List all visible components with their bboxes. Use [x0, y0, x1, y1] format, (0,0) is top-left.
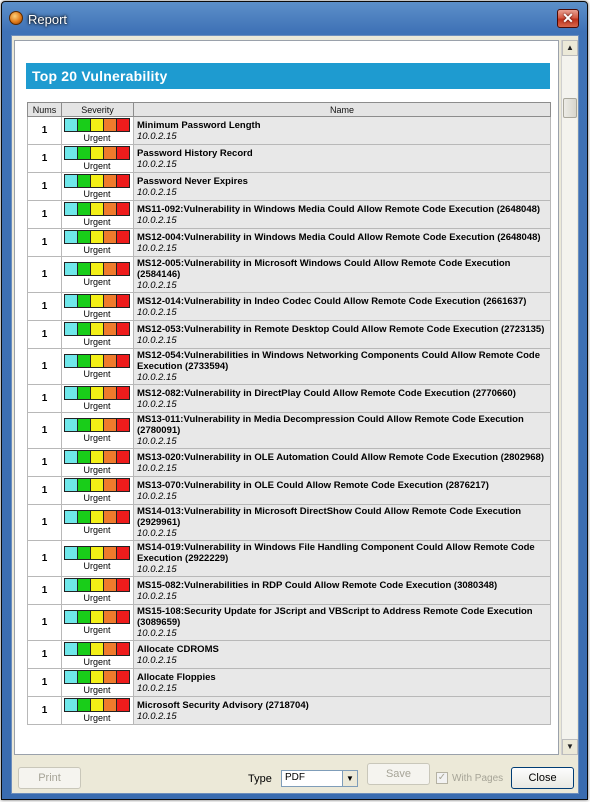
severity-color-scale — [64, 174, 130, 188]
severity-level-swatch — [117, 203, 129, 215]
severity-color-scale — [64, 294, 130, 308]
severity-level-swatch — [65, 263, 78, 275]
table-row — [28, 477, 551, 505]
severity-level-swatch — [78, 203, 91, 215]
severity-level-swatch — [91, 511, 104, 523]
host-address: 10.0.2.15 — [137, 490, 177, 502]
report-viewer[interactable] — [14, 40, 559, 755]
severity-level-swatch — [104, 175, 117, 187]
row-nums: 1 — [28, 229, 62, 257]
host-address: 10.0.2.15 — [137, 682, 177, 694]
table-row — [28, 321, 551, 349]
severity-color-scale — [64, 698, 130, 712]
host-address: 10.0.2.15 — [137, 186, 177, 198]
row-severity — [62, 201, 134, 229]
report-window — [1, 1, 588, 800]
severity-level-swatch — [91, 579, 104, 591]
severity-level-swatch — [91, 231, 104, 243]
severity-level-swatch — [117, 231, 129, 243]
row-nums: 1 — [28, 321, 62, 349]
row-name — [134, 117, 551, 145]
severity-level-swatch — [104, 511, 117, 523]
severity-level-swatch — [78, 175, 91, 187]
row-nums: 1 — [28, 505, 62, 541]
footer-toolbar — [12, 760, 578, 793]
severity-label: Urgent — [83, 277, 111, 287]
row-nums: 1 — [28, 173, 62, 201]
vulnerability-title: Allocate CDROMS — [137, 643, 219, 655]
severity-level-swatch — [91, 643, 104, 655]
row-name — [134, 449, 551, 477]
row-nums: 1 — [28, 541, 62, 577]
row-severity — [62, 477, 134, 505]
window-client-area — [11, 35, 579, 794]
row-nums: 1 — [28, 201, 62, 229]
host-address: 10.0.2.15 — [137, 214, 177, 226]
severity-level-swatch — [104, 295, 117, 307]
severity-level-swatch — [104, 419, 117, 431]
host-address: 10.0.2.15 — [137, 528, 177, 539]
row-severity — [62, 257, 134, 293]
host-address: 10.0.2.15 — [137, 306, 177, 318]
vulnerability-title: MS12-054:Vulnerabilities in Windows Networking Components Could Allow Remote Code Execution (2733594) — [137, 350, 540, 372]
row-severity — [62, 505, 134, 541]
vulnerability-title: MS11-092:Vulnerability in Windows Media Could Allow Remote Code Execution (2648048) — [137, 203, 541, 215]
with-pages-label: With Pages — [452, 773, 504, 784]
severity-level-swatch — [104, 231, 117, 243]
severity-level-swatch — [91, 611, 104, 623]
vulnerability-title: Minimum Password Length — [137, 119, 261, 131]
severity-level-swatch — [117, 387, 129, 399]
severity-level-swatch — [117, 479, 129, 491]
table-row — [28, 577, 551, 605]
host-address: 10.0.2.15 — [137, 628, 177, 639]
row-nums: 1 — [28, 413, 62, 449]
row-nums: 1 — [28, 385, 62, 413]
severity-level-swatch — [117, 119, 129, 131]
row-name — [134, 477, 551, 505]
table-row — [28, 201, 551, 229]
severity-color-scale — [64, 118, 130, 132]
severity-label: Urgent — [83, 713, 111, 723]
severity-label: Urgent — [83, 657, 111, 667]
severity-level-swatch — [104, 699, 117, 711]
vulnerability-title: MS12-053:Vulnerability in Remote Desktop Could Allow Remote Code Execution (2723135) — [137, 323, 545, 335]
host-address: 10.0.2.15 — [137, 280, 177, 291]
severity-label: Urgent — [83, 217, 111, 227]
severity-level-swatch — [104, 263, 117, 275]
host-address: 10.0.2.15 — [137, 334, 177, 346]
severity-level-swatch — [78, 323, 91, 335]
table-row — [28, 145, 551, 173]
severity-level-swatch — [104, 479, 117, 491]
host-address: 10.0.2.15 — [137, 130, 177, 142]
severity-level-swatch — [78, 699, 91, 711]
severity-color-scale — [64, 478, 130, 492]
window-title: Report — [28, 12, 68, 27]
severity-level-swatch — [117, 671, 129, 683]
severity-level-swatch — [104, 147, 117, 159]
severity-level-swatch — [117, 323, 129, 335]
severity-level-swatch — [65, 671, 78, 683]
severity-level-swatch — [91, 323, 104, 335]
severity-level-swatch — [78, 231, 91, 243]
severity-level-swatch — [91, 175, 104, 187]
severity-level-swatch — [117, 699, 129, 711]
table-row — [28, 605, 551, 641]
host-address: 10.0.2.15 — [137, 398, 177, 410]
row-severity — [62, 321, 134, 349]
row-name — [134, 505, 551, 541]
row-severity — [62, 669, 134, 697]
host-address: 10.0.2.15 — [137, 242, 177, 254]
row-name — [134, 641, 551, 669]
severity-label: Urgent — [83, 133, 111, 143]
severity-level-swatch — [104, 203, 117, 215]
severity-label: Urgent — [83, 309, 111, 319]
table-row — [28, 541, 551, 577]
row-severity — [62, 117, 134, 145]
column-header-name: Name — [134, 103, 551, 117]
app-icon — [9, 11, 23, 25]
severity-level-swatch — [91, 147, 104, 159]
row-name — [134, 349, 551, 385]
vulnerability-title: MS15-082:Vulnerabilities in RDP Could Allow Remote Code Execution (3080348) — [137, 579, 498, 591]
severity-label: Urgent — [83, 369, 111, 379]
table-row — [28, 229, 551, 257]
row-severity — [62, 385, 134, 413]
severity-level-swatch — [65, 119, 78, 131]
host-address: 10.0.2.15 — [137, 564, 177, 575]
severity-color-scale — [64, 642, 130, 656]
severity-level-swatch — [117, 175, 129, 187]
table-row — [28, 173, 551, 201]
column-header-severity: Severity — [62, 103, 134, 117]
severity-label: Urgent — [83, 561, 111, 571]
severity-label: Urgent — [83, 493, 111, 503]
severity-level-swatch — [104, 547, 117, 559]
host-address: 10.0.2.15 — [137, 158, 177, 170]
row-severity — [62, 173, 134, 201]
severity-level-swatch — [78, 511, 91, 523]
severity-level-swatch — [117, 579, 129, 591]
severity-color-scale — [64, 322, 130, 336]
severity-level-swatch — [65, 699, 78, 711]
vulnerability-title: MS12-082:Vulnerability in DirectPlay Could Allow Remote Code Execution (2770660) — [137, 387, 516, 399]
row-severity — [62, 145, 134, 173]
row-nums: 1 — [28, 117, 62, 145]
table-row — [28, 449, 551, 477]
severity-level-swatch — [117, 511, 129, 523]
table-header-row — [28, 103, 551, 117]
save-button[interactable]: Save — [367, 763, 430, 785]
host-address: 10.0.2.15 — [137, 654, 177, 666]
row-severity — [62, 641, 134, 669]
severity-level-swatch — [91, 355, 104, 367]
severity-level-swatch — [117, 643, 129, 655]
severity-color-scale — [64, 354, 130, 368]
severity-level-swatch — [65, 231, 78, 243]
table-row — [28, 697, 551, 725]
row-severity — [62, 449, 134, 477]
severity-level-swatch — [91, 479, 104, 491]
row-nums: 1 — [28, 293, 62, 321]
row-name — [134, 669, 551, 697]
severity-label: Urgent — [83, 593, 111, 603]
host-address: 10.0.2.15 — [137, 590, 177, 602]
scroll-up-button[interactable]: ▲ — [562, 40, 578, 56]
severity-level-swatch — [117, 611, 129, 623]
severity-level-swatch — [78, 387, 91, 399]
severity-level-swatch — [65, 355, 78, 367]
severity-level-swatch — [65, 511, 78, 523]
severity-level-swatch — [65, 579, 78, 591]
severity-level-swatch — [65, 387, 78, 399]
severity-level-swatch — [91, 547, 104, 559]
column-header-nums: Nums — [28, 103, 62, 117]
severity-color-scale — [64, 418, 130, 432]
severity-level-swatch — [117, 295, 129, 307]
scroll-thumb[interactable] — [563, 98, 577, 118]
severity-level-swatch — [91, 419, 104, 431]
severity-color-scale — [64, 578, 130, 592]
severity-level-swatch — [65, 419, 78, 431]
severity-level-swatch — [117, 451, 129, 463]
vulnerability-title: MS12-014:Vulnerability in Indeo Codec Could Allow Remote Code Execution (2661637) — [137, 295, 527, 307]
severity-color-scale — [64, 262, 130, 276]
vulnerability-title: MS13-070:Vulnerability in OLE Could Allow Remote Code Execution (2876217) — [137, 479, 489, 491]
severity-level-swatch — [78, 263, 91, 275]
severity-level-swatch — [104, 611, 117, 623]
severity-label: Urgent — [83, 337, 111, 347]
severity-color-scale — [64, 450, 130, 464]
table-row — [28, 505, 551, 541]
severity-label: Urgent — [83, 433, 111, 443]
row-severity — [62, 605, 134, 641]
row-nums: 1 — [28, 697, 62, 725]
vertical-scrollbar[interactable] — [561, 40, 577, 755]
row-name — [134, 413, 551, 449]
row-severity — [62, 541, 134, 577]
severity-level-swatch — [104, 643, 117, 655]
row-nums: 1 — [28, 605, 62, 641]
severity-level-swatch — [104, 119, 117, 131]
severity-label: Urgent — [83, 401, 111, 411]
severity-color-scale — [64, 202, 130, 216]
severity-color-scale — [64, 230, 130, 244]
row-name — [134, 385, 551, 413]
severity-level-swatch — [117, 547, 129, 559]
vulnerability-table — [27, 102, 550, 725]
severity-level-swatch — [65, 203, 78, 215]
vulnerability-title: Password Never Expires — [137, 175, 248, 187]
severity-label: Urgent — [83, 525, 111, 535]
table-row — [28, 117, 551, 145]
row-severity — [62, 577, 134, 605]
severity-level-swatch — [78, 355, 91, 367]
row-nums: 1 — [28, 145, 62, 173]
severity-color-scale — [64, 510, 130, 524]
severity-level-swatch — [78, 295, 91, 307]
table-row — [28, 413, 551, 449]
table-row — [28, 385, 551, 413]
severity-level-swatch — [117, 263, 129, 275]
severity-level-swatch — [78, 547, 91, 559]
row-name — [134, 541, 551, 577]
close-button[interactable]: Close — [511, 767, 574, 789]
severity-level-swatch — [65, 147, 78, 159]
severity-level-swatch — [78, 119, 91, 131]
severity-color-scale — [64, 546, 130, 560]
row-name — [134, 293, 551, 321]
severity-level-swatch — [65, 643, 78, 655]
print-button[interactable]: Print — [18, 767, 81, 789]
severity-level-swatch — [78, 479, 91, 491]
severity-label: Urgent — [83, 465, 111, 475]
severity-level-swatch — [91, 203, 104, 215]
severity-color-scale — [64, 610, 130, 624]
scroll-down-button[interactable]: ▼ — [562, 739, 578, 755]
vulnerability-title: MS13-011:Vulnerability in Media Decompression Could Allow Remote Code Execution (2780091) — [137, 414, 524, 436]
row-nums: 1 — [28, 577, 62, 605]
vulnerability-title: MS13-020:Vulnerability in OLE Automation Could Allow Remote Code Execution (2802968) — [137, 451, 544, 463]
severity-level-swatch — [65, 547, 78, 559]
row-nums: 1 — [28, 257, 62, 293]
severity-level-swatch — [104, 387, 117, 399]
severity-level-swatch — [65, 451, 78, 463]
severity-level-swatch — [91, 295, 104, 307]
severity-level-swatch — [117, 355, 129, 367]
severity-level-swatch — [104, 451, 117, 463]
row-name — [134, 173, 551, 201]
severity-level-swatch — [91, 671, 104, 683]
severity-label: Urgent — [83, 625, 111, 635]
vulnerability-title: MS14-013:Vulnerability in Microsoft DirectShow Could Allow Remote Code Execution (2929961) — [137, 506, 522, 528]
severity-level-swatch — [104, 579, 117, 591]
severity-level-swatch — [78, 643, 91, 655]
severity-level-swatch — [91, 263, 104, 275]
severity-level-swatch — [104, 323, 117, 335]
severity-label: Urgent — [83, 685, 111, 695]
row-name — [134, 257, 551, 293]
vulnerability-title: Password History Record — [137, 147, 253, 159]
table-row — [28, 257, 551, 293]
severity-level-swatch — [78, 579, 91, 591]
severity-level-swatch — [117, 147, 129, 159]
severity-level-swatch — [78, 451, 91, 463]
row-name — [134, 577, 551, 605]
severity-level-swatch — [65, 295, 78, 307]
with-pages-checkbox[interactable]: ✓ — [437, 772, 447, 783]
chevron-down-icon[interactable]: ▼ — [342, 771, 357, 786]
type-select[interactable] — [281, 770, 358, 787]
severity-color-scale — [64, 146, 130, 160]
title-bar[interactable] — [2, 2, 587, 35]
severity-level-swatch — [65, 323, 78, 335]
type-label: Type — [248, 773, 272, 785]
row-severity — [62, 229, 134, 257]
severity-label: Urgent — [83, 189, 111, 199]
severity-label: Urgent — [83, 161, 111, 171]
row-nums: 1 — [28, 669, 62, 697]
severity-level-swatch — [104, 355, 117, 367]
severity-level-swatch — [65, 479, 78, 491]
severity-level-swatch — [117, 419, 129, 431]
row-name — [134, 605, 551, 641]
severity-level-swatch — [65, 175, 78, 187]
severity-color-scale — [64, 670, 130, 684]
table-row — [28, 641, 551, 669]
row-name — [134, 697, 551, 725]
host-address: 10.0.2.15 — [137, 462, 177, 474]
severity-level-swatch — [78, 147, 91, 159]
window-close-button[interactable]: ✕ — [557, 9, 579, 28]
severity-level-swatch — [104, 671, 117, 683]
host-address: 10.0.2.15 — [137, 710, 177, 722]
severity-level-swatch — [91, 119, 104, 131]
row-name — [134, 321, 551, 349]
vulnerability-title: MS12-005:Vulnerability in Microsoft Windows Could Allow Remote Code Execution (2584146) — [137, 258, 511, 280]
vulnerability-title: MS12-004:Vulnerability in Windows Media Could Allow Remote Code Execution (2648048) — [137, 231, 541, 243]
row-severity — [62, 413, 134, 449]
row-severity — [62, 349, 134, 385]
severity-level-swatch — [78, 419, 91, 431]
row-name — [134, 229, 551, 257]
row-severity — [62, 293, 134, 321]
table-row — [28, 293, 551, 321]
severity-level-swatch — [91, 387, 104, 399]
row-name — [134, 145, 551, 173]
host-address: 10.0.2.15 — [137, 436, 177, 447]
vulnerability-title: MS14-019:Vulnerability in Windows File Handling Component Could Allow Remote Code Execution (2922229) — [137, 542, 535, 564]
severity-color-scale — [64, 386, 130, 400]
vulnerability-title: Allocate Floppies — [137, 671, 216, 683]
severity-level-swatch — [91, 451, 104, 463]
severity-level-swatch — [78, 611, 91, 623]
severity-level-swatch — [91, 699, 104, 711]
row-name — [134, 201, 551, 229]
row-nums: 1 — [28, 349, 62, 385]
severity-level-swatch — [65, 611, 78, 623]
row-nums: 1 — [28, 477, 62, 505]
severity-level-swatch — [78, 671, 91, 683]
vulnerability-title: Microsoft Security Advisory (2718704) — [137, 699, 309, 711]
vulnerability-title: MS15-108:Security Update for JScript and VBScript to Address Remote Code Execution (3089659) — [137, 606, 533, 628]
row-nums: 1 — [28, 449, 62, 477]
row-severity — [62, 697, 134, 725]
type-select-value: PDF — [285, 772, 305, 783]
table-row — [28, 349, 551, 385]
host-address: 10.0.2.15 — [137, 372, 177, 383]
table-row — [28, 669, 551, 697]
row-nums: 1 — [28, 641, 62, 669]
report-title: Top 20 Vulnerability — [26, 63, 550, 89]
severity-label: Urgent — [83, 245, 111, 255]
